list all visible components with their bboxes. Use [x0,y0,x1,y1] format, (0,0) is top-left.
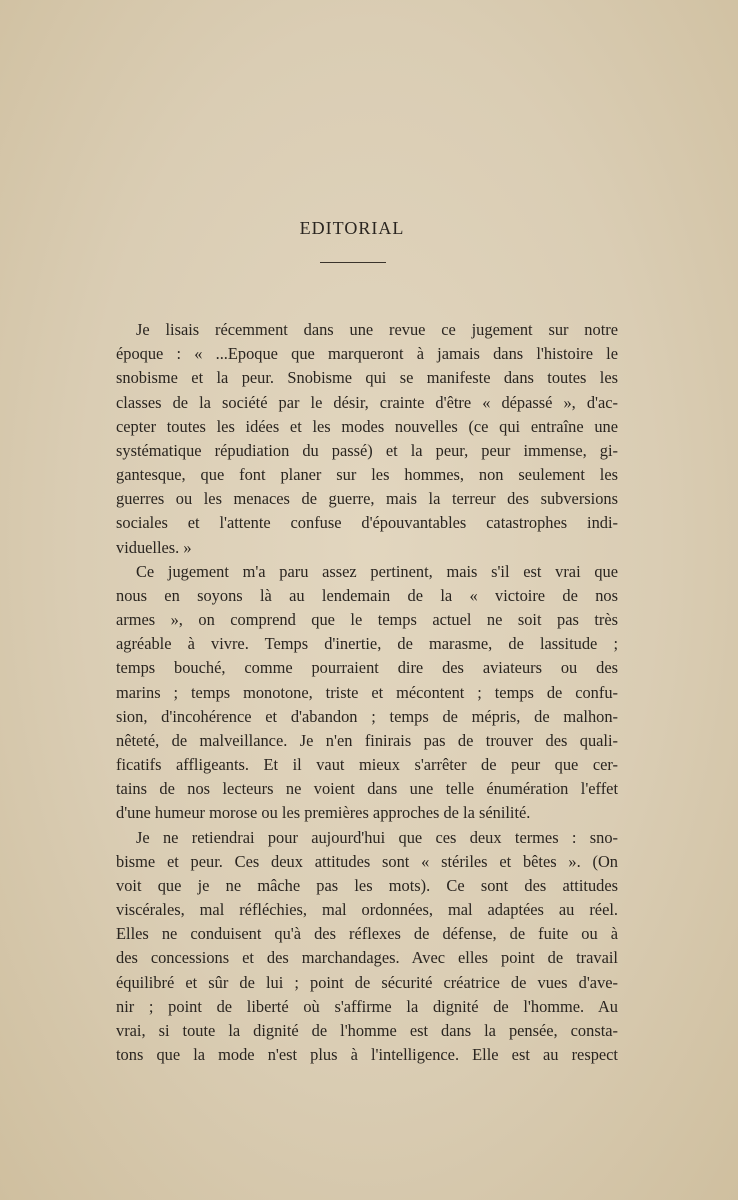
text-line: cepter toutes les idées et les modes nouvelles (ce qui entraîne une [116,416,618,436]
text-line: classes de la société par le désir, crainte d'être « dépassé », d'ac- [116,392,618,412]
text-line: viduelles. » [116,537,192,557]
text-line: sion, d'incohérence et d'abandon ; temps de mépris, de malhon- [116,706,618,726]
text-line: gantesque, que font planer sur les hommes, non seulement les [116,465,618,485]
text-line: nous en soyons là au lendemain de la « victoire de nos [116,585,618,605]
text-line: sociales et l'attente confuse d'épouvantables catastrophes indi- [116,513,618,533]
text-line: tains de nos lecteurs ne voient dans une telle énumération l'effet [116,779,618,799]
paragraph-3 [116,826,618,1068]
text-line: vrai, si toute la dignité de l'homme est dans la pensée, consta- [116,1020,618,1040]
text-line: ficatifs affligeants. Et il vaut mieux s'arrêter de peur que cer- [116,755,618,775]
paragraph-2 [116,560,618,826]
text-line: tons que la mode n'est plus à l'intelligence. Elle est au respect [116,1045,618,1065]
page-title: EDITORIAL [299,218,405,238]
text-line: époque : « ...Epoque que marqueront à jamais dans l'histoire le [116,344,618,364]
text-line: équilibré et sûr de lui ; point de sécurité créatrice de vues d'ave- [116,972,618,992]
text-line: nir ; point de liberté où s'affirme la dignité de l'homme. Au [116,996,618,1016]
text-line: Elles ne conduisent qu'à des réflexes de défense, de fuite ou à [116,924,618,944]
text-line: Ce jugement m'a paru assez pertinent, mais s'il est vrai que [136,561,618,581]
article-body [116,318,618,1067]
text-line: d'une humeur morose ou les premières approches de la sénilité. [116,803,531,823]
paragraph-1 [116,318,618,560]
text-line: Je lisais récemment dans une revue ce jugement sur notre [136,320,618,339]
text-line: agréable à vivre. Temps d'inertie, de marasme, de lassitude ; [116,634,618,654]
text-line: des concessions et des marchandages. Avec elles point de travail [116,948,618,968]
text-line: voit que je ne mâche pas les mots). Ce sont des attitudes [116,875,618,895]
text-line: viscérales, mal réfléchies, mal ordonnées, mal adaptées au réel. [116,900,618,920]
text-line: guerres ou les menaces de guerre, mais la terreur des subversions [116,489,618,509]
text-line: bisme et peur. Ces deux attitudes sont « stériles et bêtes ». (On [116,851,618,871]
text-line: snobisme et la peur. Snobisme qui se manifeste dans toutes les [116,368,618,388]
text-line: Je ne retiendrai pour aujourd'hui que ces deux termes : sno- [136,827,618,847]
text-line: nêteté, de malveillance. Je n'en finirais pas de trouver des quali- [116,730,618,750]
text-line: marins ; temps monotone, triste et mécontent ; temps de confu- [116,682,618,702]
text-line: temps bouché, comme pourraient dire des aviateurs ou des [116,658,618,678]
title-rule [320,262,386,263]
text-line: systématique répudiation du passé) et la peur, peur immense, gi- [116,440,618,460]
text-line: armes », on comprend que le temps actuel ne soit pas très [116,610,618,630]
